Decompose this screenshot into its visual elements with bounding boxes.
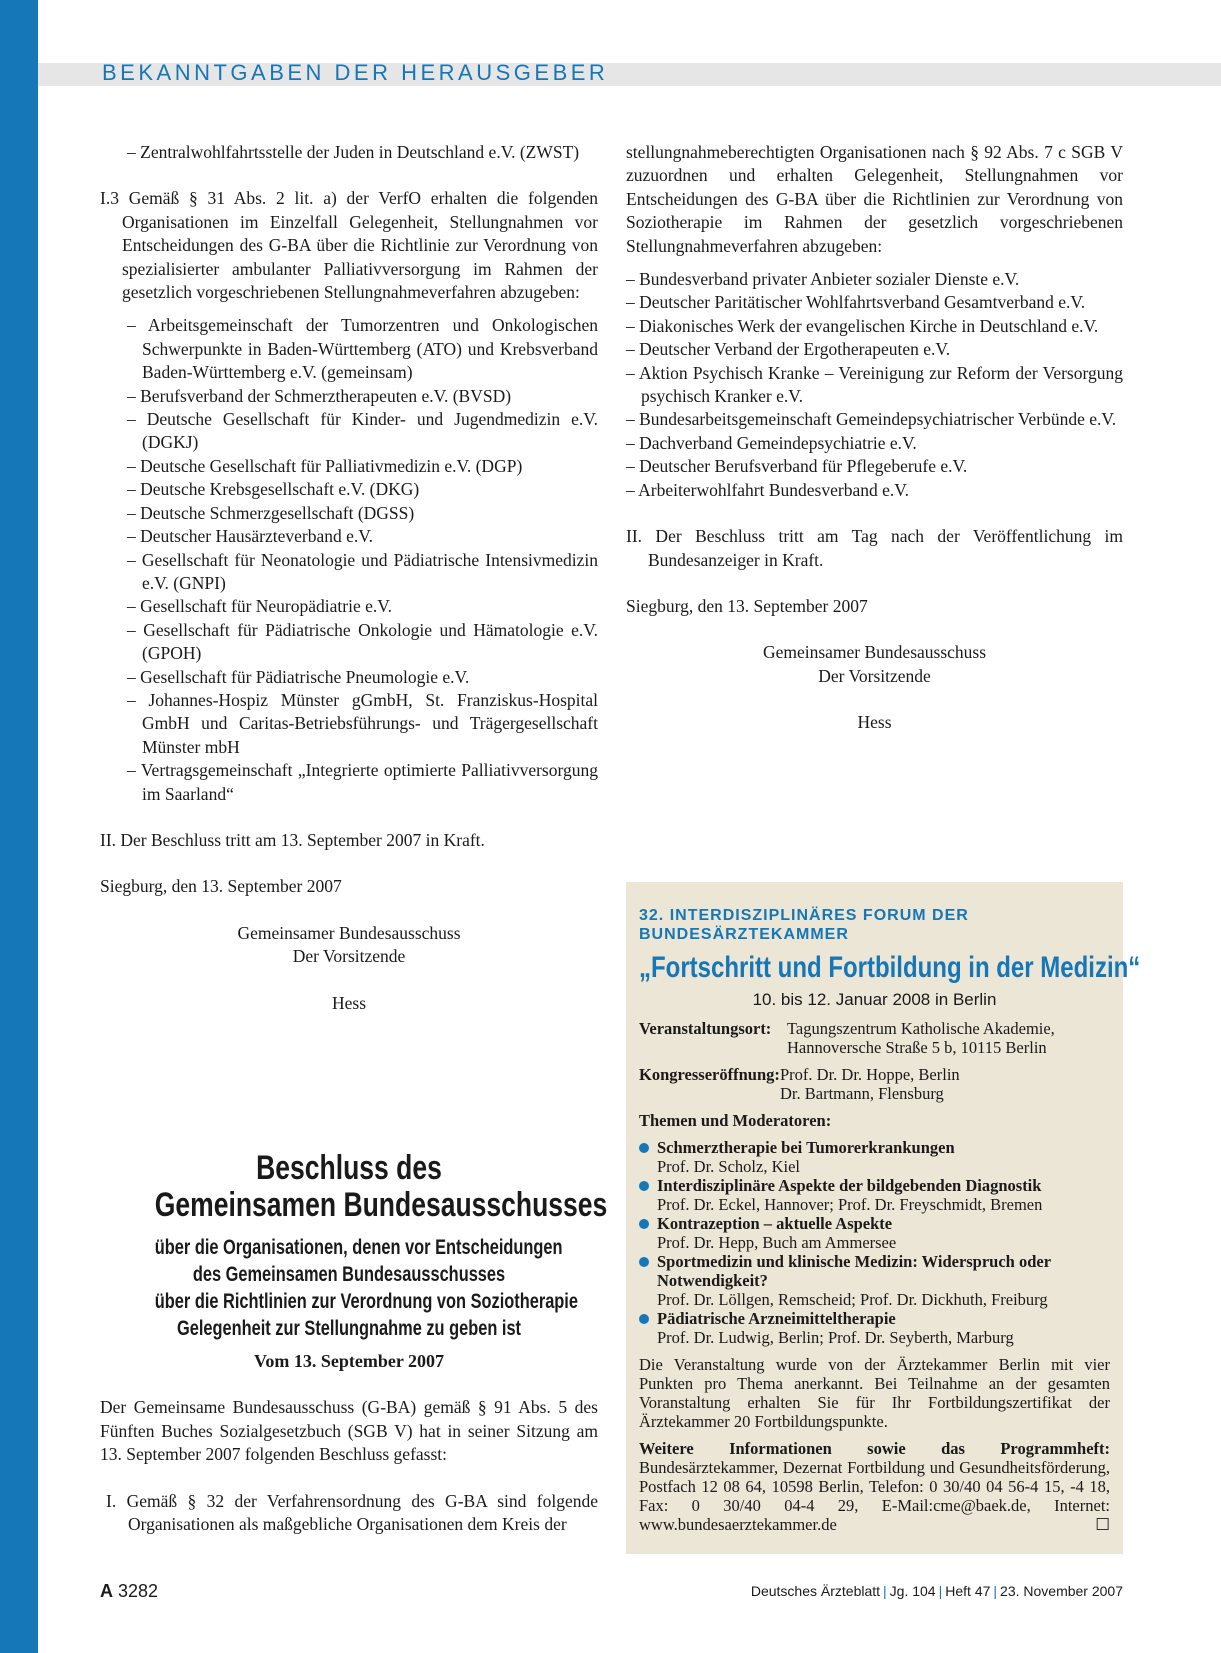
organisation-list-item: – Gesellschaft für Neuropädiatrie e.V. [127,596,392,617]
organisation-list-item: – Deutscher Paritätischer Wohlfahrtsverband Gesamtverband e.V. [626,292,1086,313]
continued-list-item: – Zentralwohlfahrtsstelle der Juden in Deutschland e.V. (ZWST) [127,142,580,162]
signature-name-right: Hess [857,712,892,733]
article-section-i: I. Gemäß § 32 der Verfahrensordnung des G-BA sind folgende Organisationen als maßgebliche Organisationen dem Kreis der [106,1490,598,1535]
separator: | [993,1583,998,1599]
forum-topic-title: Pädiatrische Arzneimitteltherapie [657,1309,896,1328]
forum-topic-moderators: Prof. Dr. Eckel, Hannover; Prof. Dr. Freyschmidt, Bremen [657,1195,1043,1214]
forum-accreditation: Die Veranstaltung wurde von der Ärztekammer Berlin mit vier Punkten pro Thema anerkannt. Bei Teilnahme an der gesamten Voranstaltung erhalten Sie für Ihr Fortbildungszertifikat der Ärztekammer 20 Fortbildungspunkte. [639,1355,1110,1431]
forum-topic-item [639,1214,1110,1252]
forum-label: 32. INTERDISZIPLINÄRES FORUM DER BUNDESÄRZTEKAMMER [639,907,969,943]
signature-name-left: Hess [331,992,367,1013]
forum-topic-title: Interdisziplinäre Aspekte der bildgebenden Diagnostik [657,1176,1042,1195]
page-number [100,1581,158,1602]
journal-volume: Jg. 104 [889,1583,936,1599]
organisation-list-item: – Bundesarbeitsgemeinschaft Gemeindepsychiatrischer Verbünde e.V. [626,409,1117,430]
right-column-top [626,141,1123,735]
left-column-top [100,141,598,1015]
forum-info-paragraph [639,1439,1110,1534]
bullet-dot-icon [639,1181,649,1191]
organisation-list-item: – Berufsverband der Schmerztherapeuten e.V. (BVSD) [127,385,512,406]
forum-info-label: Weitere Informationen sowie das Programmheft: [639,1439,1110,1458]
article-title-line2: Gemeinsamen Bundesausschusses [154,1186,608,1224]
section-header: BEKANNTGABEN DER HERAUSGEBER [102,60,609,85]
forum-topics-list [639,1138,1110,1347]
forum-venue-label: Veranstaltungsort: [639,1019,772,1038]
forum-opening-label: Kongresseröffnung: [639,1065,780,1084]
article-subtitle-line: über die Organisationen, denen vor Entscheidungen [154,1236,563,1259]
forum-topics-heading: Themen und Moderatoren: [639,1111,832,1130]
signature-role-right: Der Vorsitzende [818,665,931,686]
forum-topic-title: Schmerztherapie bei Tumorerkrankungen [657,1138,955,1157]
organisation-list-item: – Deutscher Verband der Ergotherapeuten e.V. [626,339,951,360]
signature-org-right: Gemeinsamer Bundesausschuss [762,642,987,663]
place-date-left: Siegburg, den 13. September 2007 [100,876,342,897]
article-subtitle-line: des Gemeinsamen Bundesausschusses [192,1263,506,1286]
forum-topic-moderators: Prof. Dr. Scholz, Kiel [657,1157,800,1176]
organisation-list-item: – Deutscher Hausärzteverband e.V. [127,526,374,547]
organisation-list-item: – Deutsche Schmerzgesellschaft (DGSS) [127,502,415,523]
organisation-list-item: – Vertragsgemeinschaft „Integrierte optimierte Palliativversorgung im Saarland“ [127,760,598,804]
journal-footer [751,1583,1123,1599]
forum-topic-item [639,1138,1110,1176]
forum-opening-row [639,1065,1110,1103]
forum-topic-moderators: Prof. Dr. Löllgen, Remscheid; Prof. Dr. Dickhuth, Freiburg [657,1290,1048,1309]
journal-issue: Heft 47 [945,1583,991,1599]
organisation-list-item: – Deutsche Krebsgesellschaft e.V. (DKG) [127,479,420,500]
organisation-list-item: – Gesellschaft für Pädiatrische Onkologie und Hämatologie e.V. (GPOH) [127,619,598,664]
bullet-dot-icon [639,1219,649,1229]
forum-topic-moderators: Prof. Dr. Ludwig, Berlin; Prof. Dr. Seyberth, Marburg [657,1328,1014,1347]
forum-topic-moderators: Prof. Dr. Hepp, Buch am Ammersee [657,1233,897,1252]
signature-org-left: Gemeinsamer Bundesausschuss [237,922,461,943]
signature-role-left: Der Vorsitzende [292,946,406,967]
forum-venue-row [639,1019,1110,1057]
organisation-list-item: – Arbeiterwohlfahrt Bundesverband e.V. [626,479,910,500]
left-color-bar [0,0,38,1653]
forum-topic-title: Kontrazeption – aktuelle Aspekte [657,1214,893,1233]
organisation-list-item: – Dachverband Gemeindepsychiatrie e.V. [626,432,917,453]
article-subtitle-line: Gelegenheit zur Stellungnahme zu geben ist [176,1317,522,1340]
page-number-value: 3282 [118,1581,159,1601]
end-mark-icon: ☐ [1095,1515,1110,1534]
section-i3-paragraph: I.3 Gemäß § 31 Abs. 2 lit. a) der VerfO erhalten die folgenden Organisationen im Einzelfall Gelegenheit, Stellungnahmen vor Entscheidungen des G-BA über die Richtlinie zur Verordnung von spezialisierter ambulanter Palliativversorgung im Rahmen der gesetzlich vorgeschriebenen Stellungnahmeverfahren abzugeben: [100,188,598,303]
forum-title: „Fortschritt und Fortbildung in der Medizin“ [639,951,1141,984]
article-subtitle [100,1234,598,1342]
section-ii-right: II. Der Beschluss tritt am Tag nach der Veröffentlichung im Bundesanzeiger in Kraft. [626,526,1123,570]
journal-date: 23. November 2007 [1000,1583,1123,1599]
place-date-right: Siegburg, den 13. September 2007 [626,595,868,616]
forum-venue-line: Tagungszentrum Katholische Akademie, [787,1019,1055,1038]
organisation-list-item: – Aktion Psychisch Kranke – Vereinigung zur Reform der Versorgung psychisch Kranker e.V. [626,362,1123,407]
forum-opening-line: Dr. Bartmann, Flensburg [780,1084,944,1103]
organisation-list-item: – Deutsche Gesellschaft für Kinder- und Jugendmedizin e.V. (DGKJ) [127,409,598,453]
forum-opening-line: Prof. Dr. Dr. Hoppe, Berlin [780,1065,960,1084]
organisation-list-item: – Bundesverband privater Anbieter sozialer Dienste e.V. [626,269,1020,290]
separator: | [938,1583,943,1599]
journal-name: Deutsches Ärzteblatt [750,1583,881,1599]
forum-announcement-box [626,882,1141,1554]
organisation-list-item: – Gesellschaft für Neonatologie und Pädiatrische Intensivmedizin e.V. (GNPI) [127,549,598,593]
article-subtitle-line: über die Richtlinien zur Verordnung von Soziotherapie [154,1290,578,1313]
article-title-line1: Beschluss des [256,1149,442,1187]
forum-topic-item [639,1252,1110,1309]
organisation-list-item: – Gesellschaft für Pädiatrische Pneumologie e.V. [127,666,470,687]
forum-topic-item [639,1309,1110,1347]
article-intro: Der Gemeinsame Bundesausschuss (G-BA) gemäß § 91 Abs. 5 des Fünften Buches Sozialgesetzbuch (SGB V) hat in seiner Sitzung am 13. September 2007 folgenden Beschluss gefasst: [100,1397,598,1465]
section-ii-left: II. Der Beschluss tritt am 13. September 2007 in Kraft. [100,829,485,850]
bullet-dot-icon [639,1314,649,1324]
organisation-list-palliative [127,314,598,806]
forum-info-text: Bundesärztekammer, Dezernat Fortbildung und Gesundheitsförderung, Postfach 12 08 64, 10598 Berlin, Telefon: 0 30/40 04 56-4 15, -4 18, Fax: 0 30/40 04-4 29, E-Mail:cme@baek.de, Internet: www.bundesaerztekammer.de [639,1458,1110,1534]
organisation-list-item: – Diakonisches Werk der evangelischen Kirche in Deutschland e.V. [626,315,1099,336]
forum-topic-item [639,1176,1110,1214]
organisation-list-item: – Johannes-Hospiz Münster gGmbH, St. Franziskus-Hospital GmbH und Caritas-Betriebsführungs- und Trägergesellschaft Münster mbH [127,689,598,757]
organisation-list-item: – Arbeitsgemeinschaft der Tumorzentren und Onkologischen Schwerpunkte in Baden-Württemberg (ATO) und Krebsverband Baden-Württemberg e.V. (gemeinsam) [127,315,598,383]
article-block [100,1149,608,1536]
forum-dates: 10. bis 12. Januar 2008 in Berlin [752,990,997,1009]
forum-topic-title: Sportmedizin und klinische Medizin: Widerspruch oder Notwendigkeit? [657,1252,1051,1290]
separator: | [883,1583,887,1599]
organisation-list-item: – Deutscher Berufsverband für Pflegeberufe e.V. [626,456,968,477]
forum-venue-line: Hannoversche Straße 5 b, 10115 Berlin [787,1038,1047,1057]
organisation-list-soziotherapie [626,268,1123,502]
article-date-line: Vom 13. September 2007 [254,1351,444,1371]
page-prefix: A [100,1581,113,1601]
right-continuation-paragraph: stellungnahmeberechtigten Organisationen nach § 92 Abs. 7 c SGB V zuzuordnen und erhalten Gelegenheit, Stellungnahmen vor Entscheidungen des G-BA über die Richtlinien zur Verordnung von Soziotherapie im Rahmen der gesetzlich vorgeschriebenen Stellungnahmeverfahren abzugeben: [626,142,1123,256]
organisation-list-item: – Deutsche Gesellschaft für Palliativmedizin e.V. (DGP) [127,455,523,476]
bullet-dot-icon [639,1257,649,1267]
bullet-dot-icon [639,1143,649,1153]
